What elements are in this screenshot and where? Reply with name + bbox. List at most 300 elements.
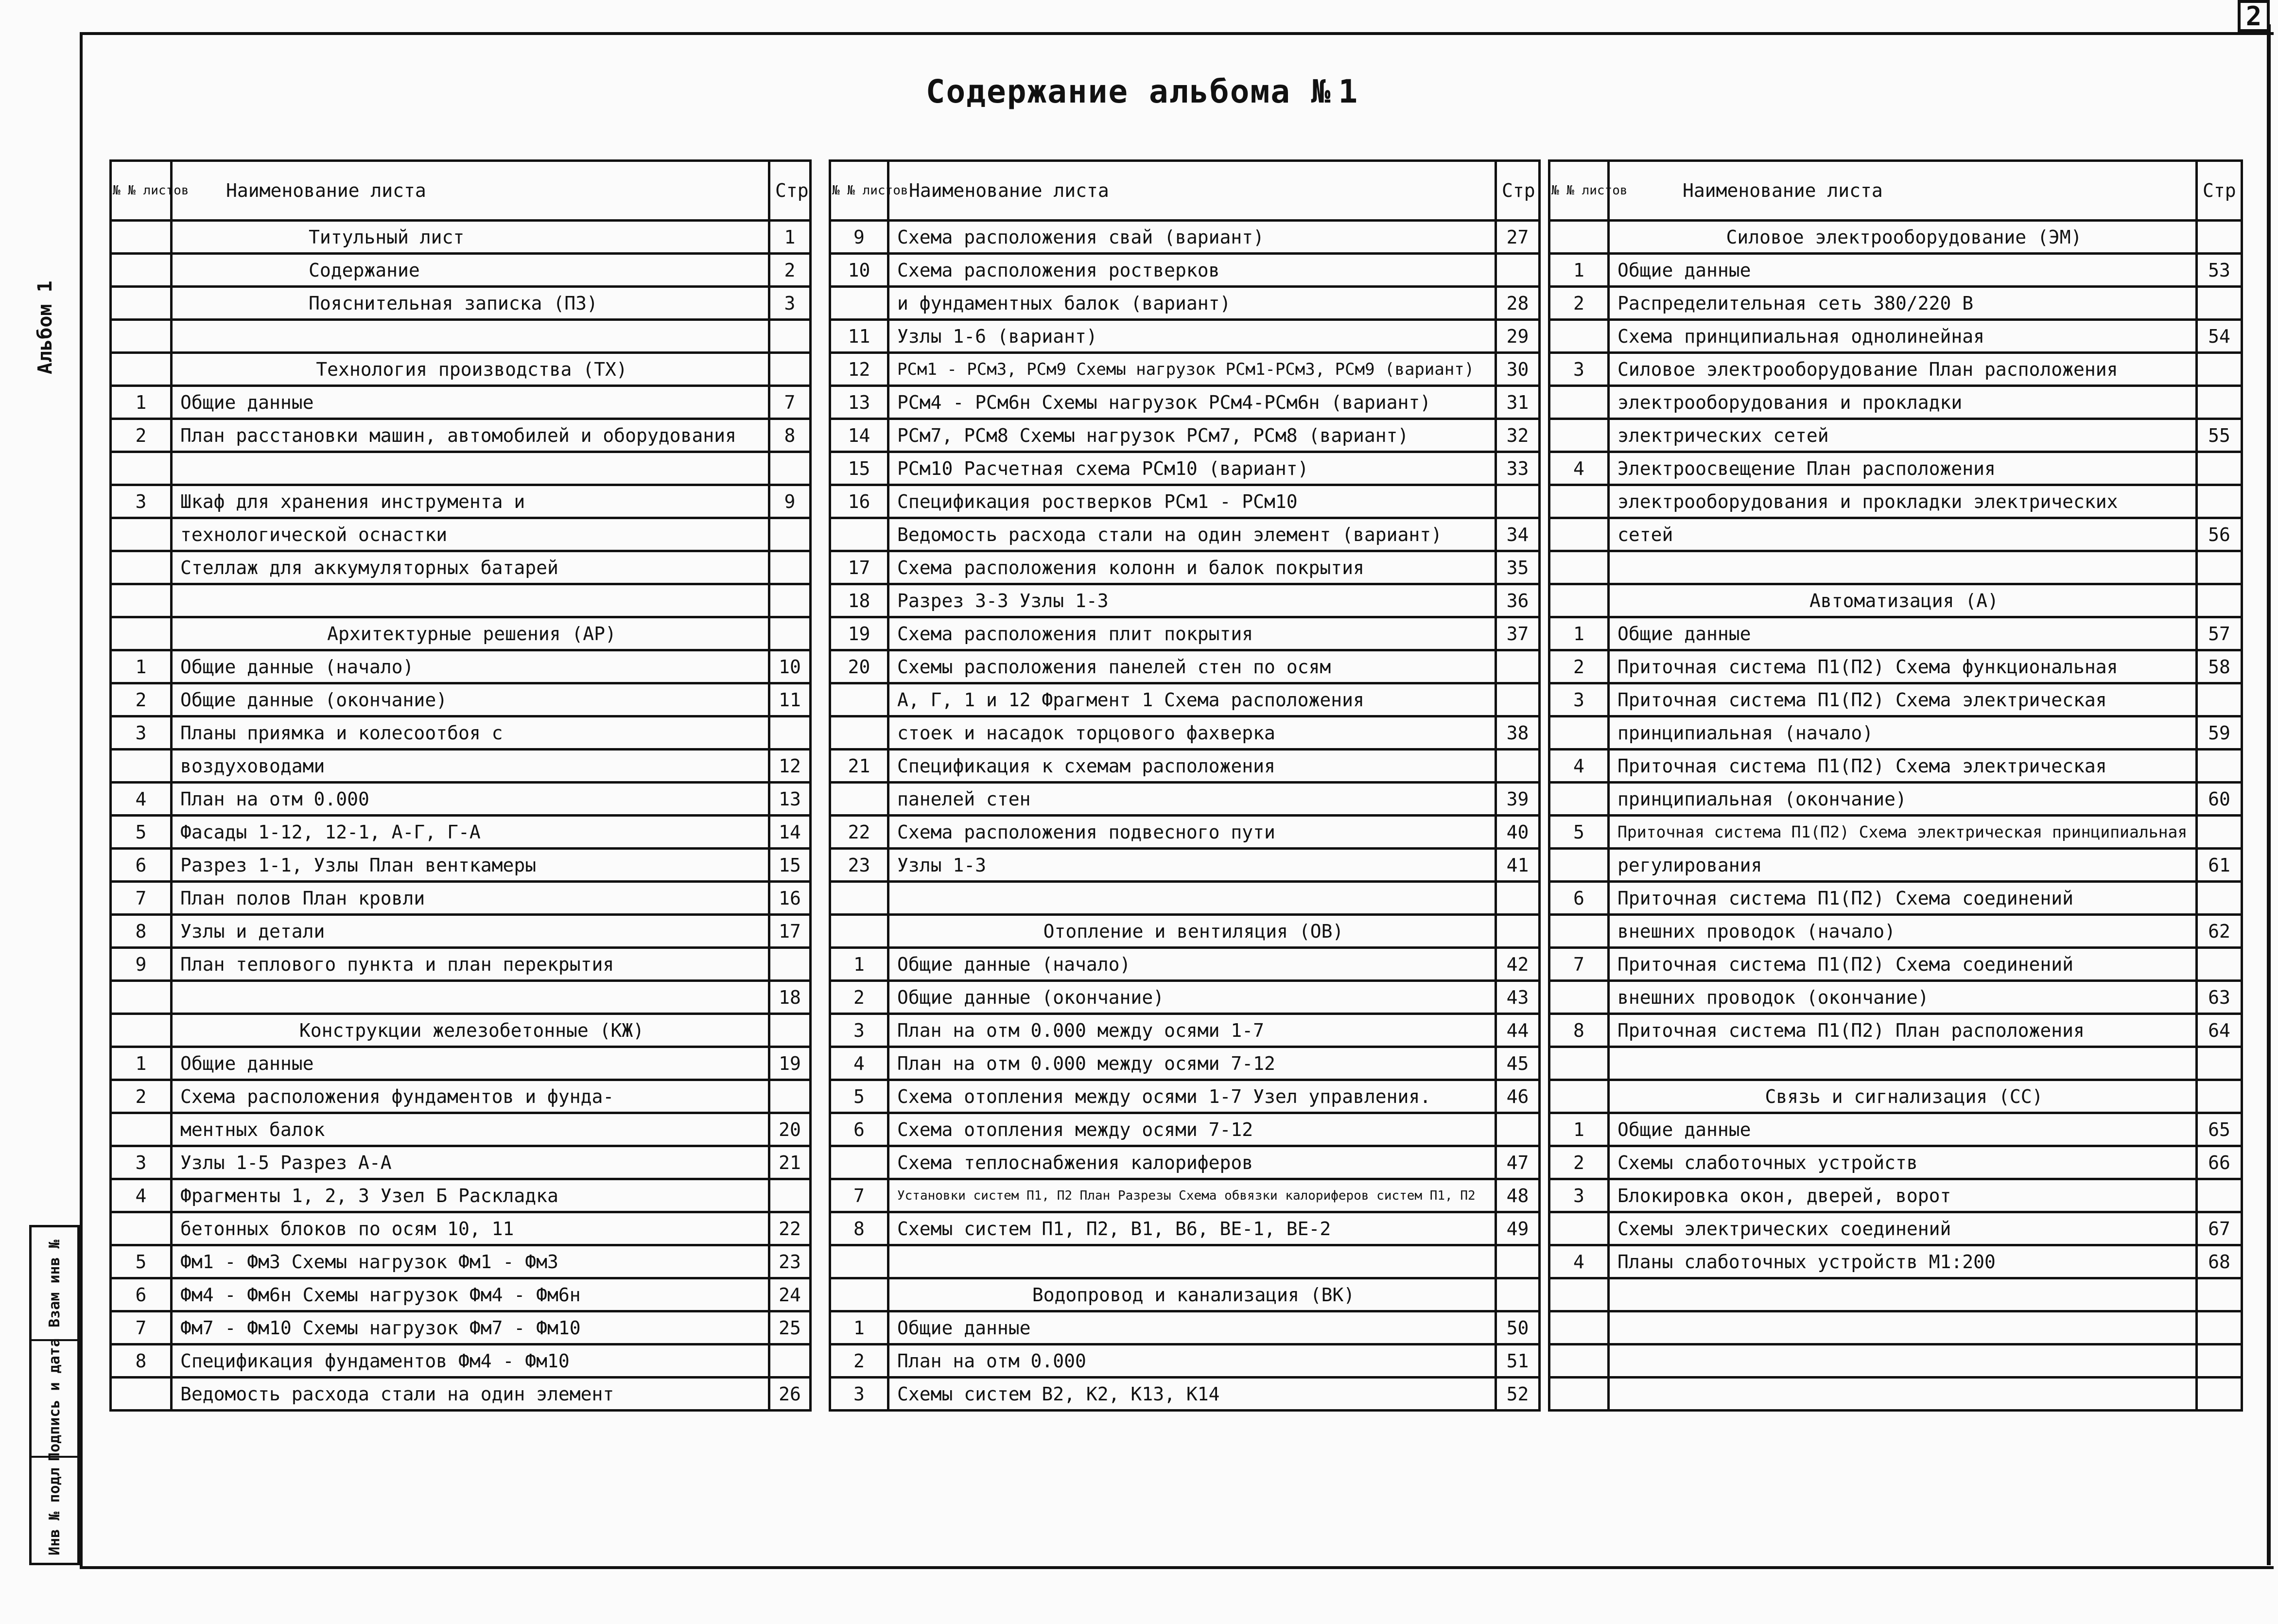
page-number-cell: [769, 320, 811, 353]
sheet-name-cell: электрооборудования и прокладки электрических: [1609, 485, 2197, 518]
sheet-name-cell: Блокировка окон, дверей, ворот: [1609, 1179, 2197, 1212]
page-number-cell: [769, 518, 811, 551]
sheet-number-cell: [830, 783, 888, 816]
section-heading-cell: Технология производства (ТХ): [172, 353, 769, 386]
sheet-number-cell: 17: [830, 551, 888, 584]
table-row: [830, 849, 1540, 882]
page-number-cell: [2197, 221, 2242, 254]
sheet-name-cell: Общие данные: [172, 1047, 769, 1080]
table-row: [111, 254, 811, 287]
page-number-cell: 55: [2197, 419, 2242, 452]
sheet-name-cell: [1609, 551, 2197, 584]
sheet-name-cell: [172, 981, 769, 1014]
table-row: [111, 419, 811, 452]
sheet-name-cell: Схема теплоснабжения калориферов: [888, 1146, 1496, 1179]
table-row: [1549, 1113, 2242, 1146]
sheet-number-cell: 4: [111, 1179, 172, 1212]
page-number-cell: 34: [1496, 518, 1540, 551]
sheet-name-cell: Узлы 1-6 (вариант): [888, 320, 1496, 353]
contents-table-2: [829, 159, 1541, 1412]
sheet-name-cell: [172, 452, 769, 485]
table-row: [111, 551, 811, 584]
sheet-name-cell: Силовое электрооборудование План расположения: [1609, 353, 2197, 386]
table-row: [830, 716, 1540, 750]
sheet-name-cell: Стеллаж для аккумуляторных батарей: [172, 551, 769, 584]
sheet-number-cell: 10: [830, 254, 888, 287]
sheet-number-cell: 6: [111, 1278, 172, 1311]
page-title: [826, 73, 1458, 110]
page-number-cell: 1: [769, 221, 811, 254]
table-row: [830, 1179, 1540, 1212]
table-row: [1549, 716, 2242, 750]
sheet-number-cell: 4: [1549, 750, 1609, 783]
sheet-name-cell: Распределительная сеть 380/220 В: [1609, 287, 2197, 320]
table-row: [1549, 386, 2242, 419]
sheet-name-cell: Общие данные (начало): [172, 650, 769, 683]
sheet-name-cell: панелей стен: [888, 783, 1496, 816]
sheet-number-cell: [1549, 386, 1609, 419]
table-row: [111, 221, 811, 254]
sheet-number-cell: 5: [830, 1080, 888, 1113]
section-heading-cell: Архитектурные решения (АР): [172, 617, 769, 650]
table-row: [1549, 1245, 2242, 1278]
sheet-number-cell: [111, 584, 172, 617]
table-row: [111, 716, 811, 750]
section-heading-cell: Связь и сигнализация (СС): [1609, 1080, 2197, 1113]
table-row: [111, 617, 811, 650]
sheet-number-cell: 20: [830, 650, 888, 683]
sheet-number-cell: [1549, 1278, 1609, 1311]
sheet-name-cell: Ведомость расхода стали на один элемент (вариант): [888, 518, 1496, 551]
page-number-cell: 2: [769, 254, 811, 287]
page-number-cell: 33: [1496, 452, 1540, 485]
section-heading-cell: Конструкции железобетонные (КЖ): [172, 1014, 769, 1047]
page-number-cell: [769, 1014, 811, 1047]
page-number-cell: [2197, 683, 2242, 716]
sheet-name-cell: Спецификация к схемам расположения: [888, 750, 1496, 783]
sheet-name-cell: План на отм 0.000 между осями 7-12: [888, 1047, 1496, 1080]
page-number-cell: 28: [1496, 287, 1540, 320]
table-row: [111, 1179, 811, 1212]
table-row: [1549, 915, 2242, 948]
page-number-cell: 10: [769, 650, 811, 683]
table-row: [111, 1014, 811, 1047]
sheet-number-cell: [830, 882, 888, 915]
table-row: [1549, 650, 2242, 683]
sheet-number-cell: 1: [1549, 254, 1609, 287]
table-row: [111, 584, 811, 617]
approval-stamp: [29, 1225, 80, 1565]
sheet-number-cell: [1549, 551, 1609, 584]
page-number-cell: [769, 1179, 811, 1212]
page-number-cell: 20: [769, 1113, 811, 1146]
sheet-number-cell: 4: [830, 1047, 888, 1080]
page-number-cell: 15: [769, 849, 811, 882]
table-row: [111, 650, 811, 683]
table-row: [111, 783, 811, 816]
sheet-name-cell: сетей: [1609, 518, 2197, 551]
sheet-name-cell: Шкаф для хранения инструмента и: [172, 485, 769, 518]
page-number-cell: [2197, 485, 2242, 518]
sheet-number-cell: [111, 617, 172, 650]
sheet-number-cell: 8: [111, 915, 172, 948]
sheet-number-cell: 9: [111, 948, 172, 981]
table-row: [830, 948, 1540, 981]
page-number-cell: 61: [2197, 849, 2242, 882]
page-number-cell: 29: [1496, 320, 1540, 353]
sheet-name-cell: Электроосвещение План расположения: [1609, 452, 2197, 485]
page-number-cell: 19: [769, 1047, 811, 1080]
table-row: [111, 1245, 811, 1278]
page-number-cell: 11: [769, 683, 811, 716]
sheet-name-cell: [1609, 1378, 2197, 1411]
sheet-name-cell: План на отм 0.000: [172, 783, 769, 816]
page-number-cell: 24: [769, 1278, 811, 1311]
sheet-number-cell: 8: [1549, 1014, 1609, 1047]
page-number-cell: 30: [1496, 353, 1540, 386]
sheet-name-cell: Схема расположения свай (вариант): [888, 221, 1496, 254]
sheet-number-cell: 2: [830, 981, 888, 1014]
page-number-cell: 54: [2197, 320, 2242, 353]
sheet-name-cell: Общие данные (начало): [888, 948, 1496, 981]
sheet-number-cell: 5: [111, 816, 172, 849]
table-row: [1549, 1311, 2242, 1345]
page-number-cell: [1496, 485, 1540, 518]
sheet-name-cell: [1609, 1278, 2197, 1311]
page-number-cell: 64: [2197, 1014, 2242, 1047]
table-row: [111, 882, 811, 915]
page-number-cell: 14: [769, 816, 811, 849]
table-row: [1549, 485, 2242, 518]
sheet-number-cell: 2: [111, 683, 172, 716]
sheet-number-cell: 7: [111, 882, 172, 915]
sheet-name-cell: Схема расположения подвесного пути: [888, 816, 1496, 849]
table-row: [1549, 1212, 2242, 1245]
page-number-cell: 43: [1496, 981, 1540, 1014]
sheet-number-cell: 3: [1549, 353, 1609, 386]
table-row: [830, 816, 1540, 849]
section-heading-cell: Водопровод и канализация (ВК): [888, 1278, 1496, 1311]
table-row: [830, 287, 1540, 320]
table-row: [111, 1378, 811, 1411]
sheet-number-cell: 23: [830, 849, 888, 882]
page-number-cell: [2197, 551, 2242, 584]
sheet-name-cell: Схема отопления между осями 1-7 Узел управления.: [888, 1080, 1496, 1113]
sheet-number-cell: [1549, 915, 1609, 948]
page-number-cell: [769, 617, 811, 650]
sheet-name-cell: Планы приямка и колесоотбоя с: [172, 716, 769, 750]
sheet-number-cell: [111, 1113, 172, 1146]
sheet-number-cell: 3: [1549, 1179, 1609, 1212]
table-row: [830, 1113, 1540, 1146]
table-row: [111, 1311, 811, 1345]
page-number-cell: [1496, 1278, 1540, 1311]
sheet-number-cell: 15: [830, 452, 888, 485]
sheet-name-cell: Приточная система П1(П2) Схема соединений: [1609, 882, 2197, 915]
header-sheet-name: Наименование листа: [888, 161, 1496, 221]
sheet-name-cell: Фм7 - Фм10 Схемы нагрузок Фм7 - Фм10: [172, 1311, 769, 1345]
page-number-cell: [2197, 1179, 2242, 1212]
table-row: [1549, 254, 2242, 287]
page-number-cell: 65: [2197, 1113, 2242, 1146]
sheet-number-cell: 2: [830, 1345, 888, 1378]
page-number-cell: [2197, 452, 2242, 485]
table-row: [830, 1278, 1540, 1311]
table-row: [830, 353, 1540, 386]
sheet-name-cell: Схема принципиальная однолинейная: [1609, 320, 2197, 353]
page-number-cell: 36: [1496, 584, 1540, 617]
page-number-cell: 58: [2197, 650, 2242, 683]
table-row: [1549, 353, 2242, 386]
header-sheet-numbers: № № листов: [1549, 161, 1609, 221]
page-number-cell: [769, 1080, 811, 1113]
table-row: [830, 1146, 1540, 1179]
table-row: [111, 1212, 811, 1245]
page-number-cell: 60: [2197, 783, 2242, 816]
table-row: [1549, 584, 2242, 617]
table-row: [111, 452, 811, 485]
sheet-name-cell: [1609, 1047, 2197, 1080]
sheet-name-cell: Содержание: [172, 254, 769, 287]
sheet-name-cell: воздуховодами: [172, 750, 769, 783]
table-row: [830, 1212, 1540, 1245]
sheet-name-cell: Приточная система П1(П2) Схема электрическая: [1609, 750, 2197, 783]
sheet-number-cell: [1549, 849, 1609, 882]
page-number-cell: 66: [2197, 1146, 2242, 1179]
sheet-name-cell: РСм4 - РСм6н Схемы нагрузок РСм4-РСм6н (вариант): [888, 386, 1496, 419]
sheet-number-cell: 13: [830, 386, 888, 419]
page-number-cell: [2197, 1345, 2242, 1378]
page-number-cell: [2197, 584, 2242, 617]
page-number-cell: [769, 716, 811, 750]
sheet-name-cell: Фм1 - Фм3 Схемы нагрузок Фм1 - Фм3: [172, 1245, 769, 1278]
page-number-cell: [2197, 1278, 2242, 1311]
page-number-cell: [769, 584, 811, 617]
sheet-number-cell: 1: [830, 1311, 888, 1345]
table-row: [830, 386, 1540, 419]
page-number-cell: [2197, 948, 2242, 981]
page-number-cell: 44: [1496, 1014, 1540, 1047]
sheet-name-cell: внешних проводок (окончание): [1609, 981, 2197, 1014]
table-row: [1549, 1146, 2242, 1179]
sheet-number-cell: 2: [111, 1080, 172, 1113]
table-row: [830, 518, 1540, 551]
table-row: [1549, 551, 2242, 584]
sheet-name-cell: Узлы 1-3: [888, 849, 1496, 882]
page-number-cell: 53: [2197, 254, 2242, 287]
section-heading-cell: Автоматизация (А): [1609, 584, 2197, 617]
page-number-cell: [769, 452, 811, 485]
table-row: [830, 750, 1540, 783]
page-number-cell: 7: [769, 386, 811, 419]
table-row: [830, 551, 1540, 584]
sheet-name-cell: Схемы систем П1, П2, В1, В6, ВЕ-1, ВЕ-2: [888, 1212, 1496, 1245]
page-number-cell: [2197, 816, 2242, 849]
page-number-cell: 57: [2197, 617, 2242, 650]
page-number-cell: 27: [1496, 221, 1540, 254]
table-row: [1549, 816, 2242, 849]
table-row: [111, 353, 811, 386]
table-row: [830, 584, 1540, 617]
page-number-cell: 38: [1496, 716, 1540, 750]
sheet-number-cell: 1: [1549, 617, 1609, 650]
table-row: [111, 1278, 811, 1311]
sheet-name-cell: Разрез 1-1, Узлы План венткамеры: [172, 849, 769, 882]
sheet-number-cell: [111, 452, 172, 485]
sheet-number-cell: [111, 287, 172, 320]
table-row: [111, 915, 811, 948]
sheet-name-cell: Приточная система П1(П2) План расположения: [1609, 1014, 2197, 1047]
sheet-number-cell: 1: [111, 386, 172, 419]
stamp-cell-signature: [32, 1338, 77, 1461]
page-number-cell: 50: [1496, 1311, 1540, 1345]
table-row: [111, 287, 811, 320]
sheet-name-cell: [888, 882, 1496, 915]
sheet-number-cell: [1549, 485, 1609, 518]
table-row: [1549, 948, 2242, 981]
sheet-number-cell: [830, 915, 888, 948]
sheet-name-cell: внешних проводок (начало): [1609, 915, 2197, 948]
sheet-number-cell: 6: [1549, 882, 1609, 915]
sheet-number-cell: [830, 683, 888, 716]
table-row: [111, 849, 811, 882]
table-header-row: [111, 161, 811, 221]
sheet-name-cell: Ведомость расхода стали на один элемент: [172, 1378, 769, 1411]
table-row: [1549, 1179, 2242, 1212]
page-number-cell: 63: [2197, 981, 2242, 1014]
sheet-name-cell: Титульный лист: [172, 221, 769, 254]
sheet-number-cell: [1549, 1047, 1609, 1080]
page-number-cell: 17: [769, 915, 811, 948]
page-number-cell: 62: [2197, 915, 2242, 948]
page-number-cell: [2197, 1378, 2242, 1411]
sheet-number-cell: [111, 518, 172, 551]
sheet-name-cell: Установки систем П1, П2 План Разрезы Схема обвязки калориферов систем П1, П2: [888, 1179, 1496, 1212]
table-row: [830, 221, 1540, 254]
header-sheet-name: Наименование листа: [1609, 161, 2197, 221]
sheet-name-cell: электрооборудования и прокладки: [1609, 386, 2197, 419]
sheet-number-cell: 8: [111, 1345, 172, 1378]
page-number-cell: 37: [1496, 617, 1540, 650]
page-number-cell: [2197, 750, 2242, 783]
table-row: [111, 948, 811, 981]
sheet-number-cell: 5: [111, 1245, 172, 1278]
page-number-cell: 35: [1496, 551, 1540, 584]
sheet-number-cell: 2: [111, 419, 172, 452]
contents-table-1: [109, 159, 812, 1412]
table-row: [1549, 849, 2242, 882]
sheet-number-cell: 7: [830, 1179, 888, 1212]
sheet-name-cell: Приточная система П1(П2) Схема соединений: [1609, 948, 2197, 981]
header-sheet-name: Наименование листа: [172, 161, 769, 221]
header-sheet-numbers: № № листов: [111, 161, 172, 221]
table-row: [1549, 783, 2242, 816]
table-row: [830, 683, 1540, 716]
sheet-number-cell: 4: [1549, 452, 1609, 485]
header-page: Стр: [769, 161, 811, 221]
table-row: [111, 750, 811, 783]
sheet-number-cell: [111, 1014, 172, 1047]
sheet-number-cell: [830, 287, 888, 320]
table-row: [1549, 1378, 2242, 1411]
table-row: [1549, 320, 2242, 353]
stamp-cell-replaced: [32, 1227, 77, 1339]
sheet-name-cell: Спецификация ростверков РСм1 - РСм10: [888, 485, 1496, 518]
sheet-number-cell: [1549, 1080, 1609, 1113]
sheet-number-cell: [1549, 981, 1609, 1014]
table-row: [830, 1047, 1540, 1080]
page-number-cell: 13: [769, 783, 811, 816]
stamp-replaced-label: Взам инв №: [46, 1239, 63, 1327]
sheet-name-cell: [172, 584, 769, 617]
page-number-cell: 40: [1496, 816, 1540, 849]
page-number-cell: 21: [769, 1146, 811, 1179]
sheet-name-cell: Пояснительная записка (ПЗ): [172, 287, 769, 320]
table-row: [111, 386, 811, 419]
sheet-number-cell: 11: [830, 320, 888, 353]
sheet-name-cell: Приточная система П1(П2) Схема электрическая принципиальная: [1609, 816, 2197, 849]
sheet-name-cell: Планы слаботочных устройств М1:200: [1609, 1245, 2197, 1278]
page-number-cell: 3: [769, 287, 811, 320]
sheet-name-cell: План теплового пункта и план перекрытия: [172, 948, 769, 981]
sheet-name-cell: ментных балок: [172, 1113, 769, 1146]
table-row: [1549, 419, 2242, 452]
page-number-cell: [1496, 915, 1540, 948]
section-heading-cell: Силовое электрооборудование (ЭМ): [1609, 221, 2197, 254]
header-sheet-numbers: № № листов: [830, 161, 888, 221]
sheet-number-cell: [111, 254, 172, 287]
sheet-number-cell: [830, 716, 888, 750]
sheet-name-cell: принципиальная (окончание): [1609, 783, 2197, 816]
page-number-cell: 25: [769, 1311, 811, 1345]
sheet-number-cell: 22: [830, 816, 888, 849]
sheet-number-cell: 3: [830, 1014, 888, 1047]
sheet-name-cell: электрических сетей: [1609, 419, 2197, 452]
page-number-cell: [1496, 683, 1540, 716]
sheet-name-cell: бетонных блоков по осям 10, 11: [172, 1212, 769, 1245]
sheet-name-cell: [1609, 1311, 2197, 1345]
page-number-cell: [769, 551, 811, 584]
table-row: [1549, 1047, 2242, 1080]
table-row: [1549, 452, 2242, 485]
table-row: [111, 981, 811, 1014]
table-row: [111, 485, 811, 518]
sheet-number-cell: [111, 221, 172, 254]
sheet-number-cell: [111, 353, 172, 386]
sheet-number-cell: [830, 518, 888, 551]
sheet-name-cell: Схема расположения плит покрытия: [888, 617, 1496, 650]
table-row: [1549, 1278, 2242, 1311]
sheet-name-cell: регулирования: [1609, 849, 2197, 882]
page-number-cell: [2197, 287, 2242, 320]
stamp-inventory-label: Инв № подл: [46, 1467, 63, 1555]
page-number-cell: 12: [769, 750, 811, 783]
sheet-number-cell: [111, 750, 172, 783]
page-number-cell: 59: [2197, 716, 2242, 750]
sheet-number-cell: [111, 1212, 172, 1245]
sheet-number-cell: 2: [1549, 1146, 1609, 1179]
sheet-name-cell: Схемы слаботочных устройств: [1609, 1146, 2197, 1179]
sheet-number-cell: 2: [1549, 650, 1609, 683]
table-row: [830, 419, 1540, 452]
page-number-cell: 18: [769, 981, 811, 1014]
sheet-number-cell: [111, 981, 172, 1014]
page-number-cell: 51: [1496, 1345, 1540, 1378]
sheet-number-cell: 7: [111, 1311, 172, 1345]
sheet-number-cell: [1549, 518, 1609, 551]
sheet-number-cell: 3: [111, 716, 172, 750]
page-number-cell: 31: [1496, 386, 1540, 419]
